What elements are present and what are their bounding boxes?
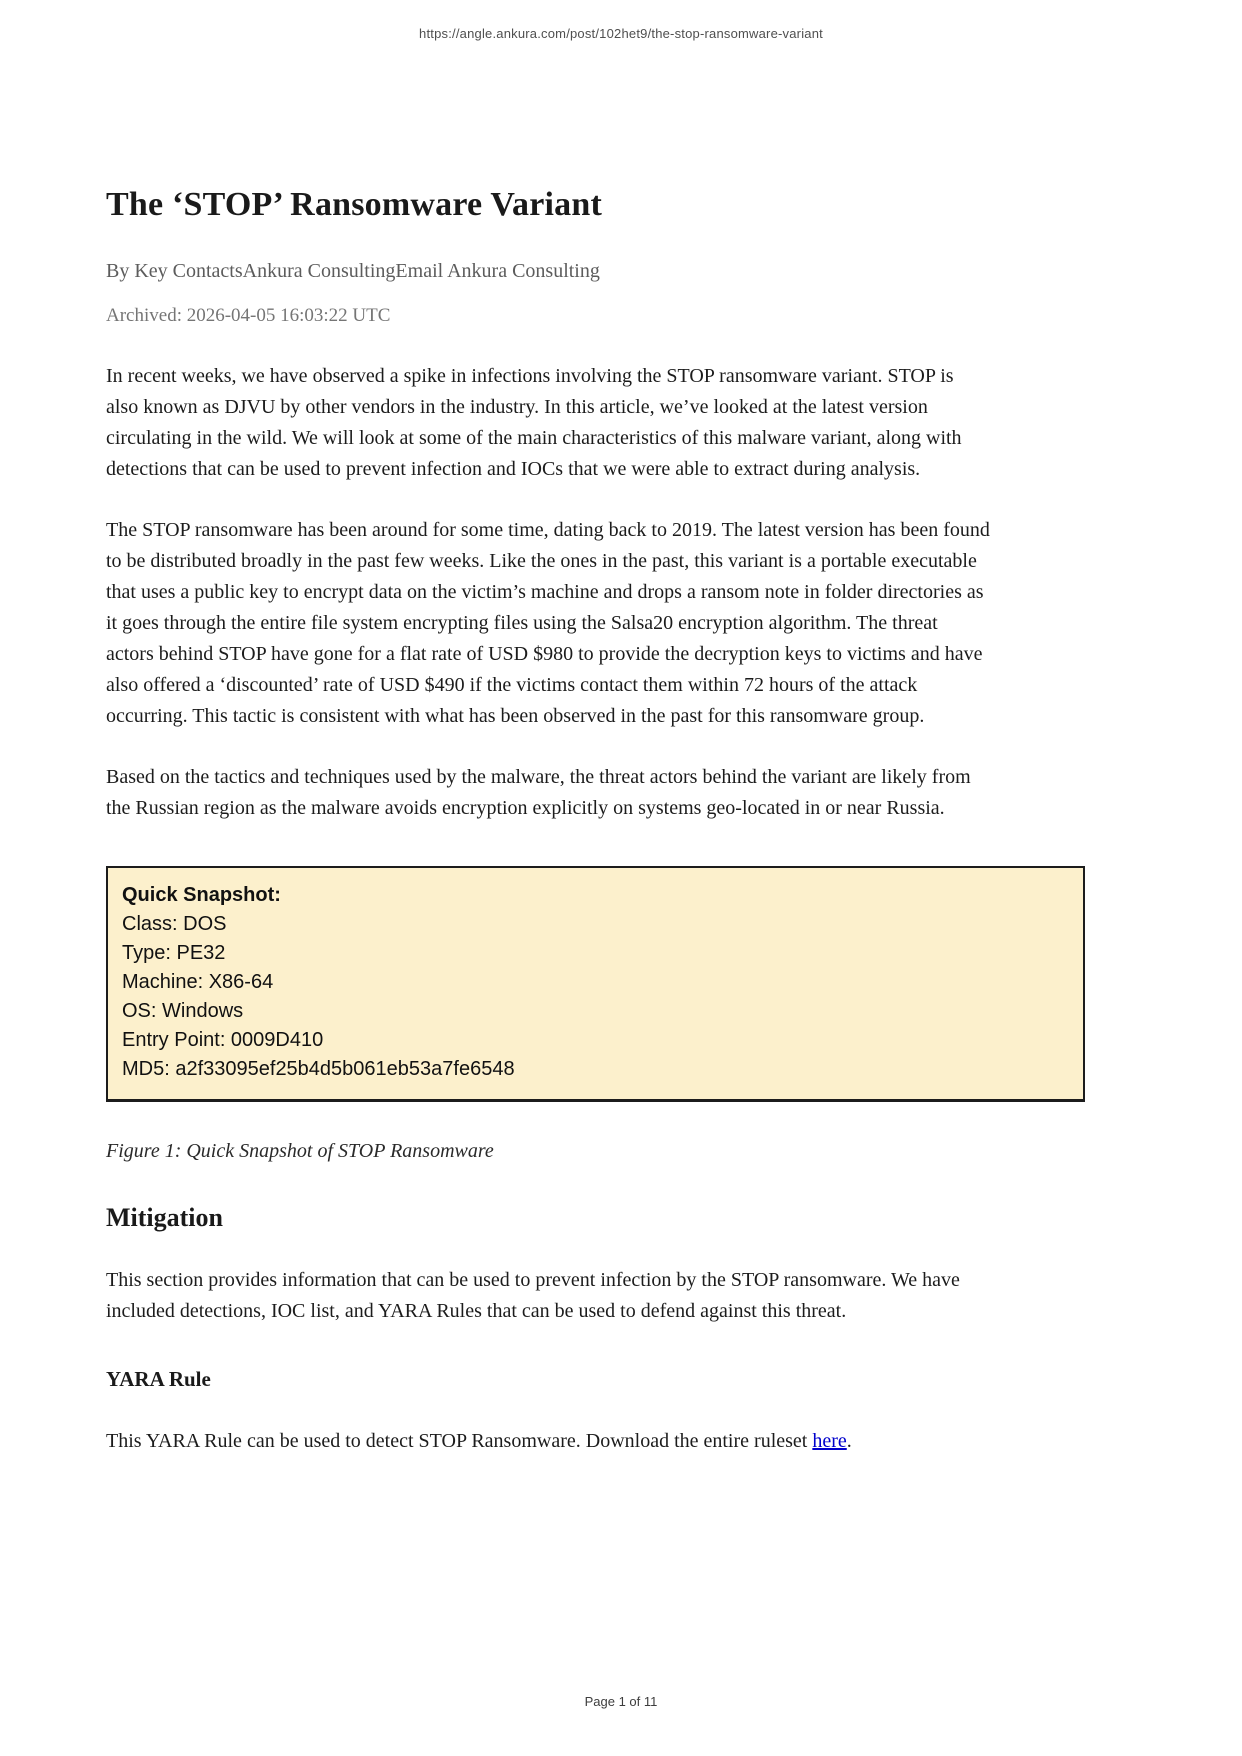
mitigation-paragraph: This section provides information that can be used to prevent infection by the STOP ransomware. We have included detections, IOC list, and YARA Rules that can be used to defend against this threat. [106,1269,960,1322]
quick-snapshot-box [106,866,1085,1102]
snapshot-line-entry-point: Entry Point: 0009D410 [122,1029,324,1051]
paragraph-attribution: Based on the tactics and techniques used by the malware, the threat actors behind the variant are likely from the Russian region as the malware avoids encryption explicitly on systems geo-located in or near Russia. [106,766,971,819]
snapshot-line-class: Class: DOS [122,913,227,935]
page-title: The ‘STOP’ Ransomware Variant [106,186,603,223]
snapshot-line-type: Type: PE32 [122,942,226,964]
section-heading-mitigation: Mitigation [106,1203,223,1232]
snapshot-line-os: OS: Windows [122,1000,244,1022]
snapshot-line-machine: Machine: X86-64 [122,971,274,993]
paragraph-intro: In recent weeks, we have observed a spike in infections involving the STOP ransomware variant. STOP is also known as DJVU by other vendors in the industry. In this article, we’ve looked at the latest version circulating in the wild. We will look at some of the main characteristics of this malware variant, along with detections that can be used to prevent infection and IOCs that we were able to extract during analysis. [106,365,962,480]
archived-timestamp: Archived: 2026-04-05 16:03:22 UTC [106,305,391,326]
snapshot-line-md5: MD5: a2f33095ef25b4d5b061eb53a7fe6548 [122,1058,515,1080]
page-number: Page 1 of 11 [584,1694,658,1709]
snapshot-title: Quick Snapshot: [122,884,281,906]
figure-caption: Figure 1: Quick Snapshot of STOP Ransomware [106,1140,494,1162]
header-url: https://angle.ankura.com/post/102het9/the-stop-ransomware-variant [419,26,823,41]
paragraph-history: The STOP ransomware has been around for some time, dating back to 2019. The latest version has been found to be distributed broadly in the past few weeks. Like the ones in the past, this variant is a portable executable that uses a public key to encrypt data on the victim’s machine and drops a ransom note in folder directories as it goes through the entire file system encrypting files using the Salsa20 encryption algorithm. The threat actors behind STOP have gone for a flat rate of USD $980 to provide the decryption keys to victims and have also offered a ‘discounted’ rate of USD $490 if the victims contact them within 72 hours of the attack occurring. This tactic is consistent with what has been observed in the past for this ransomware group. [106,519,990,727]
yara-paragraph [106,1426,990,1457]
article-body [106,186,990,1487]
yara-text-before-link: This YARA Rule can be used to detect STOP Ransomware. Download the entire ruleset [106,1430,813,1452]
byline: By Key ContactsAnkura ConsultingEmail Ankura Consulting [106,260,600,282]
section-heading-yara-rule: YARA Rule [106,1367,211,1391]
ruleset-download-link[interactable]: here [812,1430,847,1452]
yara-text-after-link: . [846,1430,852,1452]
